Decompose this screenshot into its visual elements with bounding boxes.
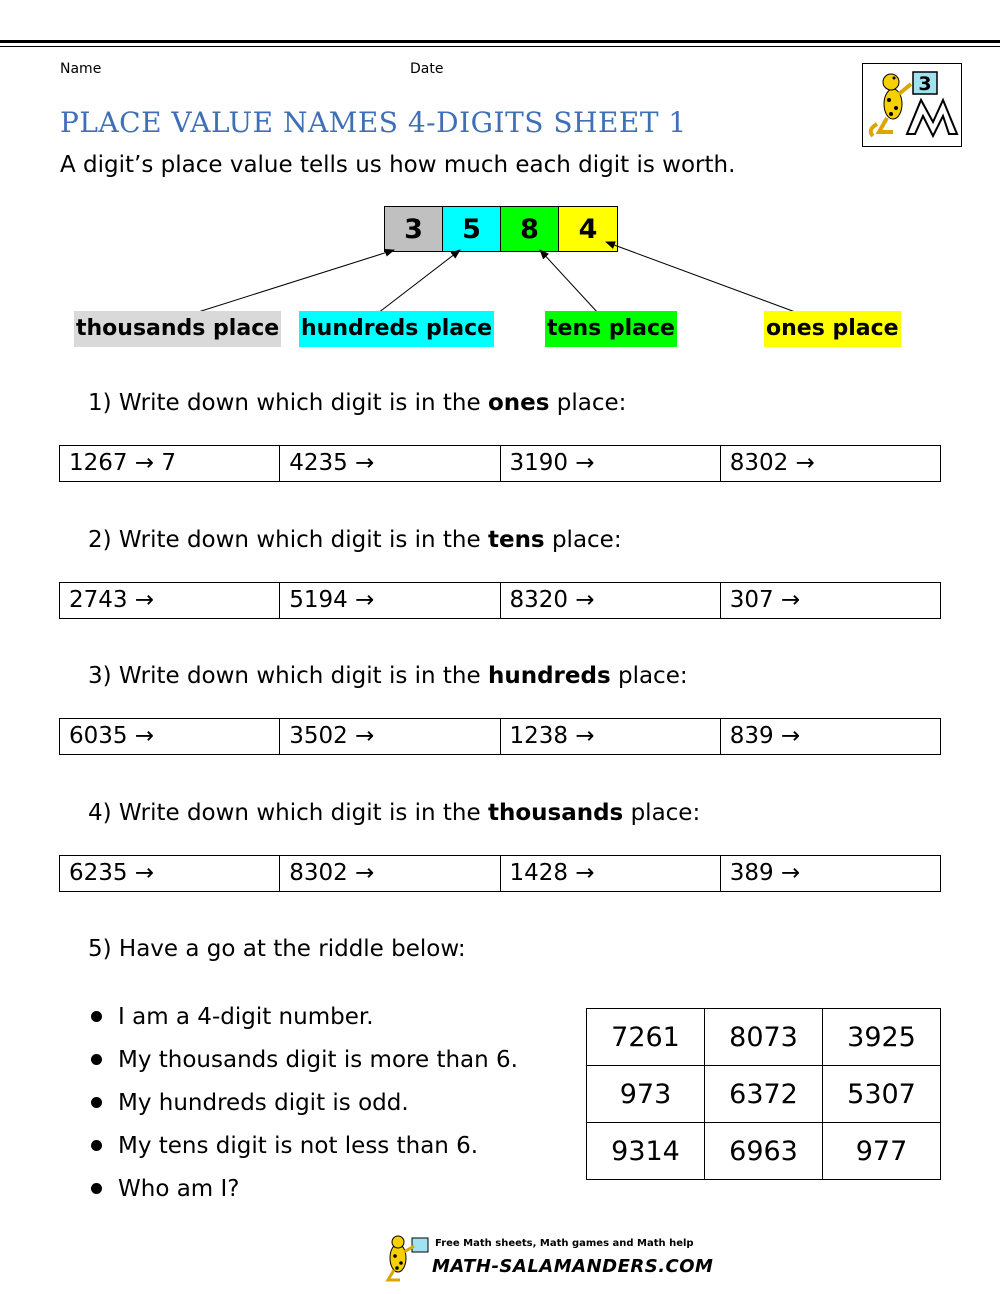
footer-salamander-icon — [380, 1232, 432, 1284]
riddle-grid — [586, 1008, 941, 1180]
answer-cell[interactable]: 307 → — [729, 587, 801, 613]
question-2 — [88, 527, 622, 553]
riddle-option[interactable]: 3925 — [823, 1009, 941, 1066]
digit-hundreds: 5 — [443, 207, 501, 251]
question-4 — [88, 800, 700, 826]
clue-text: I am a 4-digit number. — [118, 1003, 374, 1030]
riddle-option[interactable]: 6963 — [705, 1123, 823, 1180]
q3-keyword: hundreds — [487, 663, 611, 689]
answer-cell[interactable]: 8320 → — [501, 583, 721, 618]
answer-cell[interactable]: 6035 → — [60, 719, 280, 754]
q4-prefix: 4) Write down which digit is in the — [88, 800, 488, 826]
riddle-option[interactable]: 973 — [587, 1066, 705, 1123]
date-label: Date — [410, 61, 444, 77]
list-item — [88, 995, 518, 1038]
list-item — [88, 1038, 518, 1081]
label-hundreds: hundreds place — [299, 311, 494, 347]
pointer-arrows — [0, 0, 1000, 360]
answer-cell[interactable]: 3502 → — [280, 719, 500, 754]
answer-cell[interactable]: 1428 → — [501, 856, 721, 891]
riddle-option[interactable]: 7261 — [587, 1009, 705, 1066]
answer-cell[interactable]: 839 → — [729, 723, 801, 749]
answer-cell[interactable]: 6235 → — [60, 856, 280, 891]
riddle-option[interactable]: 6372 — [705, 1066, 823, 1123]
label-ones: ones place — [764, 311, 901, 347]
digit-thousands: 3 — [385, 207, 443, 251]
answer-cell[interactable]: 8302 → — [280, 856, 500, 891]
label-thousands: thousands place — [74, 311, 281, 347]
riddle-heading: 5) Have a go at the riddle below: — [88, 936, 466, 962]
list-item — [88, 1167, 518, 1210]
list-item — [88, 1124, 518, 1167]
answer-cell[interactable]: 389 → — [729, 860, 801, 886]
clue-text: My hundreds digit is odd. — [118, 1089, 409, 1116]
bullet-icon — [91, 1183, 102, 1194]
riddle-clues — [88, 995, 518, 1210]
footer-tagline: Free Math sheets, Math games and Math help — [435, 1238, 694, 1249]
logo-grade: 3 — [918, 73, 932, 95]
arrow-thousands — [195, 250, 394, 313]
answer-cell[interactable]: 1238 → — [501, 719, 721, 754]
bullet-icon — [91, 1054, 102, 1065]
arrow-tens — [540, 250, 598, 313]
answer-cell[interactable]: 2743 → — [60, 583, 280, 618]
q1-keyword: ones — [487, 390, 550, 416]
answer-row-3 — [59, 718, 941, 755]
bullet-icon — [91, 1011, 102, 1022]
clue-text: Who am I? — [118, 1175, 240, 1202]
answer-cell[interactable]: 8302 → — [729, 450, 815, 476]
riddle-option[interactable]: 977 — [823, 1123, 941, 1180]
q4-keyword: thousands — [487, 800, 624, 826]
page-title: PLACE VALUE NAMES 4-DIGITS SHEET 1 — [60, 106, 687, 139]
digit-tens: 8 — [501, 207, 559, 251]
answer-cell[interactable]: 1267 → 7 — [60, 446, 280, 481]
label-tens: tens place — [545, 311, 677, 347]
answer-cell[interactable]: 3190 → — [501, 446, 721, 481]
answer-row-2 — [59, 582, 941, 619]
digit-ones: 4 — [559, 207, 617, 251]
q2-prefix: 2) Write down which digit is in the — [88, 527, 488, 553]
bullet-icon — [91, 1140, 102, 1151]
arrow-hundreds — [378, 250, 460, 313]
q4-suffix: place: — [623, 800, 701, 826]
q1-suffix: place: — [549, 390, 627, 416]
table-row — [587, 1123, 941, 1180]
table-row — [587, 1009, 941, 1066]
riddle-option[interactable]: 5307 — [823, 1066, 941, 1123]
list-item — [88, 1081, 518, 1124]
q3-prefix: 3) Write down which digit is in the — [88, 663, 488, 689]
clue-text: My thousands digit is more than 6. — [118, 1046, 518, 1073]
q2-keyword: tens — [487, 527, 545, 553]
table-row — [587, 1066, 941, 1123]
clue-text: My tens digit is not less than 6. — [118, 1132, 479, 1159]
question-1 — [88, 390, 626, 416]
intro-text: A digit’s place value tells us how much each digit is worth. — [60, 152, 736, 178]
bullet-icon — [91, 1097, 102, 1108]
answer-row-4 — [59, 855, 941, 892]
q1-prefix: 1) Write down which digit is in the — [88, 390, 488, 416]
answer-cell[interactable]: 5194 → — [280, 583, 500, 618]
answer-cell[interactable]: 4235 → — [280, 446, 500, 481]
q3-suffix: place: — [610, 663, 688, 689]
riddle-option[interactable]: 9314 — [587, 1123, 705, 1180]
q2-suffix: place: — [544, 527, 622, 553]
question-3 — [88, 663, 688, 689]
arrow-ones — [606, 242, 798, 313]
answer-row-1 — [59, 445, 941, 482]
riddle-option[interactable]: 8073 — [705, 1009, 823, 1066]
footer-site-link[interactable]: MATH-SALAMANDERS.COM — [432, 1256, 714, 1277]
name-label: Name — [60, 61, 102, 77]
